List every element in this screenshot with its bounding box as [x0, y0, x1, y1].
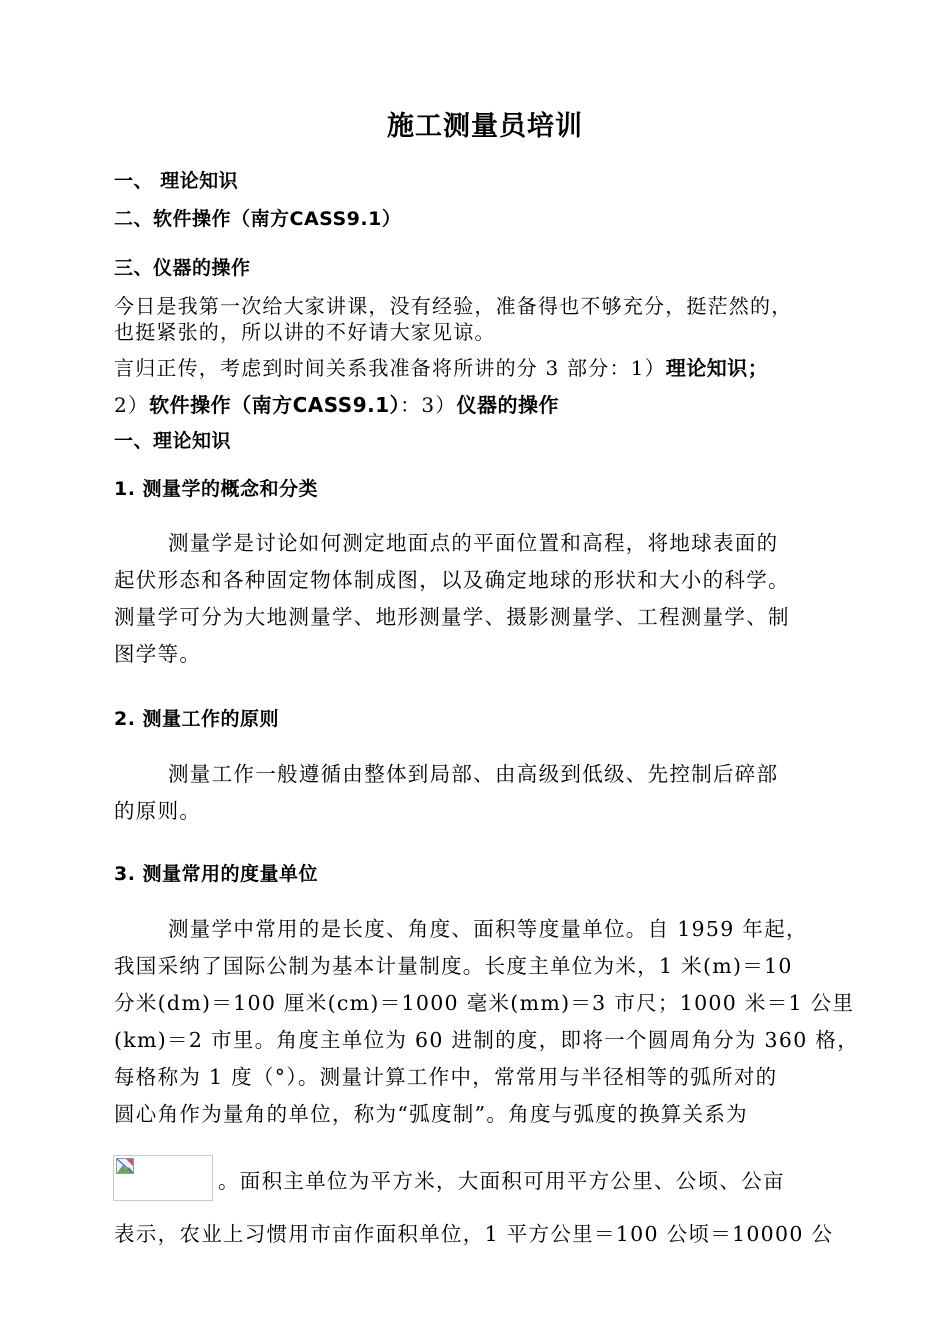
section-3-line: 每格称为 1 度（°）。测量计算工作中，常常用与半径相等的弧所对的	[114, 1065, 778, 1089]
intro-line-4	[114, 389, 559, 418]
section-3-line: 我国采纳了国际公制为基本计量制度。长度主单位为米，1 米(m)＝10	[114, 954, 793, 978]
section-3-after-image: 。面积主单位为平方米，大面积可用平方公里、公顷、公亩	[218, 1169, 785, 1193]
section-3-line: 测量学中常用的是长度、角度、面积等度量单位。自 1959 年起，	[168, 917, 808, 941]
intro-line-4-bold-a: 软件操作（南方CASS9.1）	[149, 393, 401, 417]
document-title: 施工测量员培训	[387, 111, 583, 142]
section-2-paragraph	[114, 756, 884, 830]
section-3-paragraph	[114, 911, 884, 1133]
section-heading-theory: 一、理论知识	[114, 430, 232, 452]
broken-image-icon	[116, 1158, 134, 1174]
section-1-line: 图学等。	[114, 642, 202, 666]
broken-image-placeholder	[113, 1155, 213, 1201]
section-1-line: 起伏形态和各种固定物体制成图，以及确定地球的形状和大小的科学。	[114, 568, 790, 592]
intro-line-3-bold: 理论知识；	[665, 356, 769, 380]
outline-item-theory: 一、 理论知识	[114, 170, 239, 192]
section-2-heading: 2. 测量工作的原则	[114, 708, 280, 730]
intro-line-3-text: 言归正传，考虑到时间关系我准备将所讲的分 3 部分：1）	[114, 356, 666, 380]
section-1-heading: 1. 测量学的概念和分类	[114, 478, 319, 500]
section-3-line: 圆心角作为量角的单位，称为“弧度制”。角度与弧度的换算关系为	[114, 1102, 748, 1126]
intro-line-2: 也挺紧张的，所以讲的不好请大家见谅。	[114, 320, 496, 344]
section-2-line: 的原则。	[114, 799, 202, 823]
intro-line-1: 今日是我第一次给大家讲课，没有经验，准备得也不够充分，挺茫然的，	[114, 294, 793, 318]
section-3-line: 分米(dm)＝100 厘米(cm)＝1000 毫米(mm)＝3 市尺；1000 米＝1 公里	[114, 991, 855, 1015]
intro-line-4-text-b: ：3）	[400, 393, 457, 417]
outline-item-instrument: 三、仪器的操作	[114, 257, 251, 279]
section-1-paragraph	[114, 525, 884, 673]
intro-line-4-bold-b: 仪器的操作	[456, 393, 559, 417]
section-3-heading: 3. 测量常用的度量单位	[114, 863, 319, 885]
outline-item-software: 二、软件操作（南方CASS9.1）	[114, 208, 402, 230]
section-2-line: 测量工作一般遵循由整体到局部、由高级到低级、先控制后碎部	[168, 762, 779, 786]
section-3-last-line: 表示，农业上习惯用市亩作面积单位，1 平方公里＝100 公顷＝10000 公	[114, 1222, 834, 1246]
section-1-line: 测量学是讨论如何测定地面点的平面位置和高程，将地球表面的	[168, 531, 779, 555]
intro-line-4-text-a: 2）	[114, 393, 150, 417]
section-1-line: 测量学可分为大地测量学、地形测量学、摄影测量学、工程测量学、制	[114, 605, 790, 629]
intro-line-3	[114, 352, 768, 381]
section-3-line: (km)＝2 市里。角度主单位为 60 进制的度，即将一个圆周角分为 360 格，	[114, 1028, 859, 1052]
